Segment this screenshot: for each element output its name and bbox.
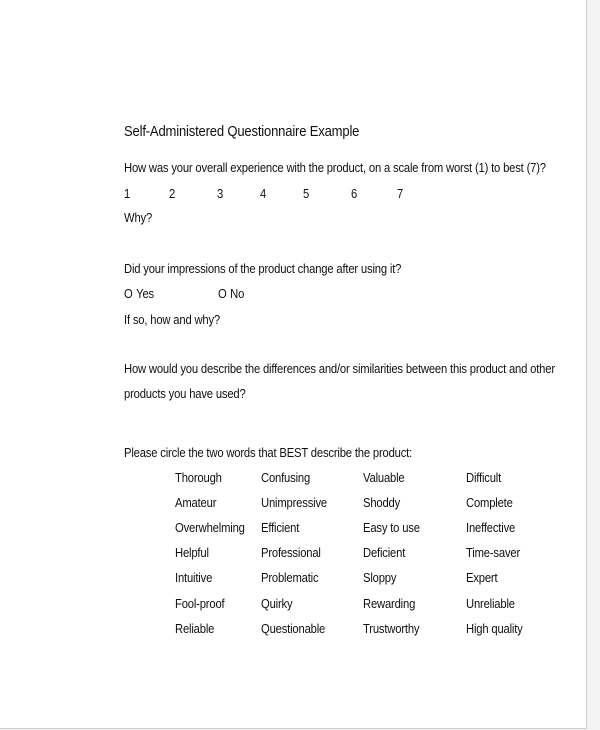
word-option[interactable]: Overwhelming [175,521,245,535]
scale-option-6[interactable]: 6 [351,187,358,201]
word-option[interactable]: Shoddy [363,496,401,510]
word-option[interactable]: Expert [466,571,498,585]
word-option[interactable]: Problematic [261,571,319,585]
radio-no-label: No [230,287,245,301]
word-option[interactable]: Thorough [175,471,222,485]
question-1-text: How was your overall experience with the product, on a scale from worst (1) to best (7)? [124,161,546,175]
word-option[interactable]: Confusing [261,471,311,485]
word-option[interactable]: Helpful [175,546,209,560]
scale-option-4[interactable]: 4 [260,187,267,201]
scale-option-2[interactable]: 2 [169,187,176,201]
word-option[interactable]: Reliable [175,622,215,636]
word-option[interactable]: Time-saver [466,546,521,560]
word-option[interactable]: Ineffective [466,521,516,535]
word-option[interactable]: Unimpressive [261,496,327,510]
radio-circle-icon: O [218,287,227,301]
word-option[interactable]: Fool-proof [175,597,225,611]
radio-yes-label: Yes [136,287,154,301]
question-2-followup: If so, how and why? [124,313,221,327]
question-4-prompt: Please circle the two words that BEST describe the product: [124,446,413,460]
word-option[interactable]: Quirky [261,597,293,611]
word-option[interactable]: Difficult [466,471,502,485]
word-option[interactable]: Deficient [363,546,406,560]
word-option[interactable]: Rewarding [363,597,416,611]
question-2-text: Did your impressions of the product change after using it? [124,262,402,276]
radio-circle-icon: O [124,287,133,301]
word-option[interactable]: Complete [466,496,513,510]
question-3-text-line-1: How would you describe the differences and/or similarities between this product and other [124,362,555,376]
word-option[interactable]: Unreliable [466,597,515,611]
scale-option-3[interactable]: 3 [217,187,224,201]
word-option[interactable]: Easy to use [363,521,420,535]
word-option[interactable]: Sloppy [363,571,397,585]
scale-option-5[interactable]: 5 [303,187,310,201]
radio-yes[interactable] [124,287,154,301]
word-option[interactable]: Questionable [261,622,326,636]
radio-no[interactable] [218,287,244,301]
word-option[interactable]: Amateur [175,496,217,510]
question-1-followup: Why? [124,211,153,225]
word-option[interactable]: Intuitive [175,571,213,585]
word-option[interactable]: Valuable [363,471,405,485]
word-option[interactable]: Efficient [261,521,300,535]
scale-option-1[interactable]: 1 [124,187,131,201]
scale-option-7[interactable]: 7 [397,187,404,201]
question-3-text-line-2: products you have used? [124,387,246,401]
page-title: Self-Administered Questionnaire Example [124,124,360,140]
word-option[interactable]: Trustworthy [363,622,420,636]
word-option[interactable]: High quality [466,622,523,636]
word-option[interactable]: Professional [261,546,321,560]
